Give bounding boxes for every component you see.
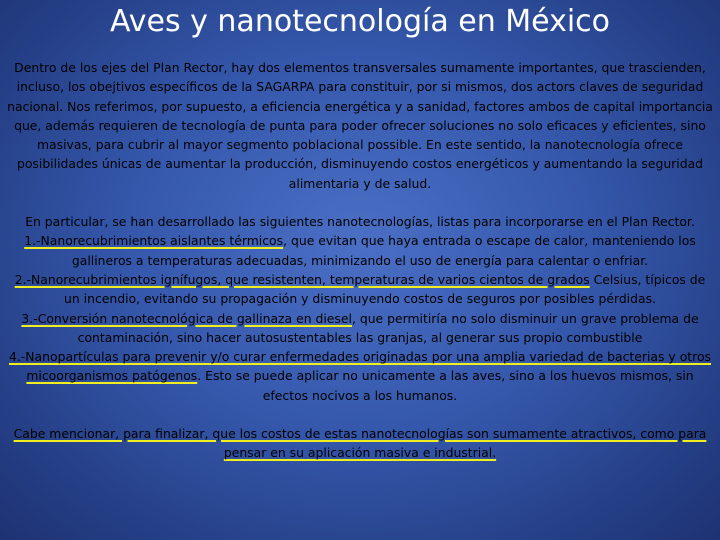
list-item-1-highlight: 1.-Nanorecubrimientos aislantes térmicos <box>24 233 284 249</box>
list-item-4-text: . Esto se puede aplicar no unicamente a las aves, sino a los huevos mismos, sin efectos nocivos a los humanos. <box>197 368 694 403</box>
list-intro-paragraph: En particular, se han desarrollado las siguientes nanotecnologías, listas para incorporarse en el Plan Rector. <box>25 214 695 230</box>
list-item-1-text: , que evitan que haya entrada o escape de calor, manteniendo los gallineros a temperaturas adecuadas, minimizando el uso de energía para calentar o enfriar. <box>71 233 696 268</box>
list-item-3-text: , que permitiría no solo disminuir un grave problema de contaminación, sino hacer autosustentables las granjas, al generar sus propio combustible <box>77 310 699 345</box>
paragraph-gap <box>6 193 714 212</box>
list-item-2 <box>6 270 714 309</box>
list-item-4-highlight: 4.-Nanopartículas para prevenir y/o curar enfermedades originadas por una amplia variedad de bacterias y otros micoorganismos patógenos <box>8 349 711 384</box>
paragraph-gap <box>6 405 714 424</box>
list-item-3-highlight: 3.-Conversión nanotecnológica de gallinaza en diesel <box>21 310 352 326</box>
list-item-2-text: Celsius, típicos de un incendio, evitando su propagación y disminuyendo costos de seguros por posibles pérdidas. <box>64 271 706 307</box>
list-item-1 <box>6 231 714 270</box>
intro-paragraph: Dentro de los ejes del Plan Rector, hay dos elementos transversales sumamente importantes, que trascienden, incluso, los obejtivos específicos de la SAGARPA para constituir, por si mismos, dos actors claves de seguridad nacional. Nos referimos, por supuesto, a eficiencia energética y a sanidad, factores ambos de capital importancia que, además requieren de tecnología de punta para poder ofrecer soluciones no solo eficaces y eficientes, sino masivas, para cubrir al mayor segmento poblacional possible. En este sentido, la nanotecnología ofrece posibilidades únicas de aumentar la producción, disminuyendo costos energéticos y aumentando la seguridad alimentaria y de salud. <box>7 60 713 191</box>
slide-body <box>6 58 714 463</box>
closing-highlight: Cabe mencionar, para finalizar, que los costos de estas nanotecnologías son sumamente atractivos, como para pensar en su aplicación masiva e industrial. <box>13 426 707 461</box>
slide-title: Aves y nanotecnología en México <box>109 4 611 39</box>
list-item-2-highlight: 2.-Nanorecubrimientos ignífugos, que resistenten, temperaturas de varios cientos de grados <box>14 271 590 287</box>
list-item-4 <box>6 347 714 405</box>
list-item-3 <box>6 309 714 348</box>
closing-paragraph <box>6 424 714 463</box>
